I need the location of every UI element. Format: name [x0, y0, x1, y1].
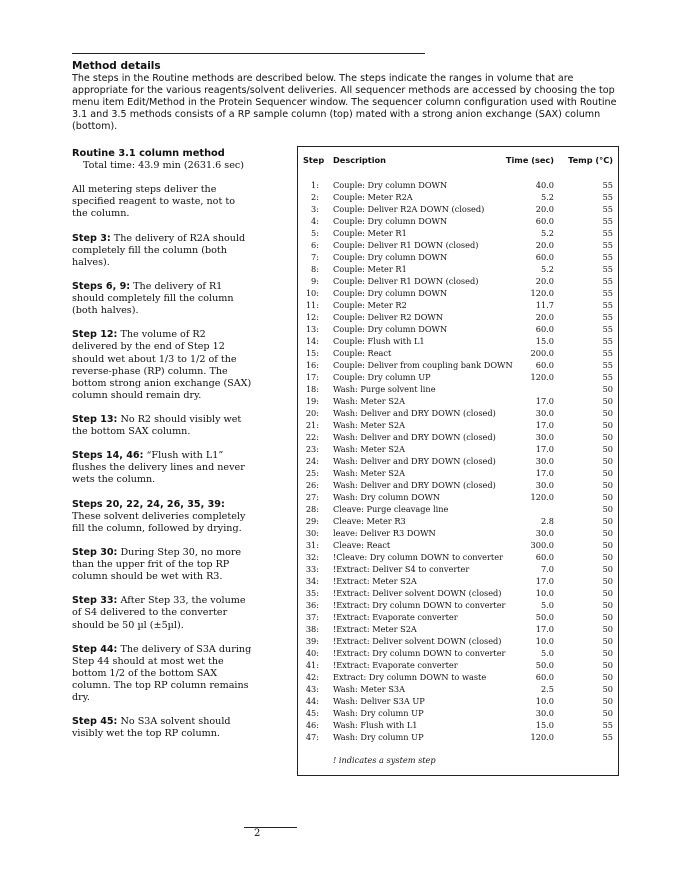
- row-description: Couple: Dry column DOWN: [333, 252, 448, 262]
- table-row: [298, 527, 618, 539]
- row-time: 2.8: [540, 516, 554, 526]
- row-time: 15.0: [535, 720, 554, 730]
- step-note: [72, 595, 252, 631]
- table-row: [298, 563, 618, 575]
- table-header: [298, 155, 618, 169]
- header-step: Step: [303, 155, 325, 165]
- row-time: 40.0: [535, 180, 554, 190]
- row-description: Wash: Meter S2A: [333, 444, 406, 454]
- row-step: 29:: [305, 516, 319, 526]
- table-row: [298, 323, 618, 335]
- row-temp: 50: [602, 468, 613, 478]
- method-table: [297, 146, 619, 776]
- row-step: 43:: [305, 684, 319, 694]
- row-step: 20:: [305, 408, 319, 418]
- row-step: 17:: [305, 372, 319, 382]
- row-temp: 55: [602, 324, 613, 334]
- row-step: 37:: [305, 612, 319, 622]
- section-heading: Method details: [72, 60, 161, 72]
- row-description: Cleave: React: [333, 540, 391, 550]
- row-description: Wash: Deliver S3A UP: [333, 696, 425, 706]
- step-note-text: The delivery of R1 should completely fill the column (both halves).: [72, 280, 234, 317]
- row-temp: 55: [602, 216, 613, 226]
- row-temp: 50: [602, 648, 613, 658]
- table-row: [298, 587, 618, 599]
- step-note: [72, 450, 252, 486]
- table-row: [298, 467, 618, 479]
- row-temp: 50: [602, 708, 613, 718]
- row-temp: 55: [602, 348, 613, 358]
- step-note-label: Steps 20, 22, 24, 26, 35, 39:: [72, 498, 225, 510]
- row-temp: 50: [602, 516, 613, 526]
- row-step: 3:: [311, 204, 319, 214]
- row-step: 33:: [305, 564, 319, 574]
- row-time: 17.0: [535, 444, 554, 454]
- row-step: 38:: [305, 624, 319, 634]
- row-temp: 50: [602, 480, 613, 490]
- row-step: 11:: [305, 300, 319, 310]
- page-number: 2: [254, 828, 261, 839]
- row-step: 23:: [305, 444, 319, 454]
- table-row: [298, 731, 618, 743]
- row-description: Couple: Deliver R1 DOWN (closed): [333, 240, 479, 250]
- row-description: !Extract: Dry column DOWN to converter: [333, 600, 506, 610]
- row-temp: 55: [602, 336, 613, 346]
- row-description: Wash: Deliver and DRY DOWN (closed): [333, 480, 496, 490]
- row-step: 39:: [305, 636, 319, 646]
- row-step: 25:: [305, 468, 319, 478]
- row-description: Couple: Dry column DOWN: [333, 180, 448, 190]
- row-time: 50.0: [535, 612, 554, 622]
- row-step: 16:: [305, 360, 319, 370]
- row-description: Couple: Deliver R2A DOWN (closed): [333, 204, 485, 214]
- notes-column: [72, 148, 252, 753]
- row-description: Wash: Meter S2A: [333, 468, 406, 478]
- row-time: 10.0: [535, 588, 554, 598]
- row-step: 6:: [311, 240, 319, 250]
- table-row: [298, 419, 618, 431]
- step-note: [72, 414, 252, 438]
- row-description: Couple: Meter R2A: [333, 192, 413, 202]
- row-step: 19:: [305, 396, 319, 406]
- row-time: 300.0: [530, 540, 554, 550]
- table-row: [298, 659, 618, 671]
- row-step: 21:: [305, 420, 319, 430]
- table-row: [298, 611, 618, 623]
- row-step: 2:: [311, 192, 319, 202]
- row-step: 47:: [305, 732, 319, 742]
- total-time: Total time: 43.9 min (2631.6 sec): [83, 160, 244, 172]
- row-time: 50.0: [535, 660, 554, 670]
- row-step: 10:: [305, 288, 319, 298]
- row-description: Couple: Deliver from coupling bank DOWN: [333, 360, 513, 370]
- row-temp: 55: [602, 252, 613, 262]
- row-step: 26:: [305, 480, 319, 490]
- row-step: 28:: [305, 504, 319, 514]
- step-note-text: During Step 30, no more than the upper frit of the top RP column should be wet with R3.: [72, 547, 242, 583]
- step-note-text: No S3A solvent should visibly wet the top RP column.: [72, 716, 231, 740]
- step-note: [72, 281, 252, 317]
- step-note-text: The delivery of R2A should completely fill the column (both halves).: [72, 232, 246, 268]
- row-description: Extract: Dry column DOWN to waste: [333, 672, 487, 682]
- row-time: 30.0: [535, 480, 554, 490]
- step-note: [72, 716, 252, 740]
- step-notes: [72, 233, 252, 741]
- row-description: Wash: Deliver and DRY DOWN (closed): [333, 456, 496, 466]
- step-note: [72, 547, 252, 583]
- table-row: [298, 515, 618, 527]
- table-row: [298, 647, 618, 659]
- row-temp: 55: [602, 312, 613, 322]
- row-description: Couple: React: [333, 348, 392, 358]
- row-temp: 55: [602, 372, 613, 382]
- table-row: [298, 371, 618, 383]
- row-time: 60.0: [535, 552, 554, 562]
- metering-note: All metering steps deliver the specified reagent to waste, not to the column.: [72, 184, 235, 220]
- table-row: [298, 359, 618, 371]
- step-note-label: Step 3:: [72, 232, 111, 244]
- row-temp: 55: [602, 288, 613, 298]
- step-note-label: Steps 14, 46:: [72, 450, 144, 462]
- row-temp: 50: [602, 420, 613, 430]
- table-row: [298, 347, 618, 359]
- row-step: 4:: [311, 216, 319, 226]
- row-time: 20.0: [535, 240, 554, 250]
- table-row: [298, 539, 618, 551]
- row-step: 42:: [305, 672, 319, 682]
- header-temp: Temp (°C): [568, 155, 613, 165]
- row-temp: 50: [602, 504, 613, 514]
- table-row: [298, 719, 618, 731]
- row-time: 60.0: [535, 252, 554, 262]
- row-time: 30.0: [535, 408, 554, 418]
- step-note-text: “Flush with L1” flushes the delivery lines and never wets the column.: [72, 450, 245, 486]
- row-time: 17.0: [535, 420, 554, 430]
- row-temp: 50: [602, 684, 613, 694]
- row-step: 30:: [305, 528, 319, 538]
- table-footnote: ! indicates a system step: [333, 755, 436, 765]
- row-description: !Extract: Dry column DOWN to converter: [333, 648, 506, 658]
- row-description: !Extract: Deliver S4 to converter: [333, 564, 470, 574]
- table-row: [298, 227, 618, 239]
- row-time: 17.0: [535, 396, 554, 406]
- row-description: Wash: Meter S2A: [333, 396, 406, 406]
- row-time: 5.2: [540, 264, 554, 274]
- row-temp: 50: [602, 456, 613, 466]
- row-temp: 50: [602, 564, 613, 574]
- row-description: Cleave: Meter R3: [333, 516, 406, 526]
- row-step: 44:: [305, 696, 319, 706]
- table-row: [298, 443, 618, 455]
- step-note-text: After Step 33, the volume of S4 delivered to the converter should be 50 µl (±5µl).: [72, 595, 246, 631]
- row-time: 30.0: [535, 528, 554, 538]
- step-note: [72, 329, 252, 402]
- row-step: 31:: [305, 540, 319, 550]
- table-row: [298, 575, 618, 587]
- row-description: Couple: Meter R1: [333, 228, 407, 238]
- step-note: [72, 644, 252, 704]
- row-temp: 55: [602, 276, 613, 286]
- row-description: !Cleave: Dry column DOWN to converter: [333, 552, 503, 562]
- step-note-label: Step 33:: [72, 595, 118, 607]
- row-description: !Extract: Evaporate converter: [333, 612, 458, 622]
- row-temp: 55: [602, 360, 613, 370]
- row-time: 5.2: [540, 192, 554, 202]
- row-description: Couple: Meter R2: [333, 300, 407, 310]
- row-description: Couple: Deliver R1 DOWN (closed): [333, 276, 479, 286]
- row-temp: 50: [602, 492, 613, 502]
- header-time: Time (sec): [505, 155, 554, 165]
- row-temp: 50: [602, 576, 613, 586]
- table-row: [298, 335, 618, 347]
- row-time: 60.0: [535, 672, 554, 682]
- row-time: 30.0: [535, 708, 554, 718]
- table-row: [298, 683, 618, 695]
- row-temp: 55: [602, 720, 613, 730]
- row-description: Wash: Deliver and DRY DOWN (closed): [333, 408, 496, 418]
- table-row: [298, 299, 618, 311]
- row-description: Wash: Meter S2A: [333, 420, 406, 430]
- row-time: 5.0: [540, 600, 554, 610]
- table-row: [298, 707, 618, 719]
- row-description: leave: Deliver R3 DOWN: [333, 528, 436, 538]
- row-description: Cleave: Purge cleavage line: [333, 504, 449, 514]
- top-rule: [72, 53, 425, 54]
- row-temp: 50: [602, 540, 613, 550]
- step-note: [72, 499, 252, 535]
- row-step: 8:: [311, 264, 319, 274]
- row-temp: 50: [602, 396, 613, 406]
- table-row: [298, 215, 618, 227]
- table-row: [298, 635, 618, 647]
- table-row: [298, 503, 618, 515]
- row-temp: 55: [602, 204, 613, 214]
- step-note-label: Step 12:: [72, 329, 118, 341]
- row-description: !Extract: Deliver solvent DOWN (closed): [333, 636, 502, 646]
- step-note-label: Step 45:: [72, 716, 118, 728]
- row-temp: 50: [602, 672, 613, 682]
- table-row: [298, 395, 618, 407]
- row-time: 5.2: [540, 228, 554, 238]
- row-time: 17.0: [535, 468, 554, 478]
- row-temp: 55: [602, 228, 613, 238]
- row-step: 18:: [305, 384, 319, 394]
- row-description: Wash: Dry column DOWN: [333, 492, 441, 502]
- row-temp: 55: [602, 240, 613, 250]
- row-description: Couple: Dry column DOWN: [333, 216, 448, 226]
- row-description: Couple: Flush with L1: [333, 336, 425, 346]
- table-row: [298, 551, 618, 563]
- row-time: 200.0: [530, 348, 554, 358]
- row-temp: 50: [602, 660, 613, 670]
- row-description: Wash: Meter S3A: [333, 684, 406, 694]
- row-step: 27:: [305, 492, 319, 502]
- row-time: 5.0: [540, 648, 554, 658]
- row-description: Couple: Dry column UP: [333, 372, 431, 382]
- step-note-text: The delivery of S3A during Step 44 should at most wet the bottom 1/2 of the bottom SAX column. The top RP column remains dry.: [72, 643, 252, 704]
- row-temp: 50: [602, 588, 613, 598]
- table-row: [298, 203, 618, 215]
- row-time: 10.0: [535, 636, 554, 646]
- row-description: Couple: Deliver R2 DOWN: [333, 312, 443, 322]
- row-temp: 50: [602, 528, 613, 538]
- row-step: 14:: [305, 336, 319, 346]
- row-step: 24:: [305, 456, 319, 466]
- row-description: !Extract: Meter S2A: [333, 624, 417, 634]
- row-temp: 50: [602, 636, 613, 646]
- table-row: [298, 251, 618, 263]
- step-note: [72, 233, 252, 269]
- row-temp: 55: [602, 300, 613, 310]
- table-row: [298, 191, 618, 203]
- row-temp: 50: [602, 624, 613, 634]
- step-note-label: Steps 6, 9:: [72, 280, 131, 292]
- row-time: 30.0: [535, 432, 554, 442]
- row-step: 7:: [311, 252, 319, 262]
- row-step: 15:: [305, 348, 319, 358]
- table-row: [298, 431, 618, 443]
- table-row: [298, 287, 618, 299]
- row-description: Wash: Dry column UP: [333, 708, 424, 718]
- step-note-label: Step 44:: [72, 643, 118, 655]
- row-step: 40:: [305, 648, 319, 658]
- row-temp: 50: [602, 600, 613, 610]
- row-step: 36:: [305, 600, 319, 610]
- row-step: 45:: [305, 708, 319, 718]
- table-row: [298, 311, 618, 323]
- row-step: 32:: [305, 552, 319, 562]
- table-row: [298, 275, 618, 287]
- step-note-text: These solvent deliveries completely fill the column, followed by drying.: [72, 510, 246, 534]
- row-time: 15.0: [535, 336, 554, 346]
- table-row: [298, 671, 618, 683]
- step-note-text: No R2 should visibly wet the bottom SAX column.: [72, 413, 242, 438]
- row-step: 1:: [311, 180, 319, 190]
- row-time: 120.0: [530, 372, 554, 382]
- row-temp: 50: [602, 612, 613, 622]
- step-note-label: Step 13:: [72, 413, 118, 425]
- row-time: 120.0: [530, 492, 554, 502]
- row-description: Couple: Meter R1: [333, 264, 407, 274]
- row-time: 30.0: [535, 456, 554, 466]
- table-row: [298, 383, 618, 395]
- row-time: 17.0: [535, 624, 554, 634]
- row-time: 20.0: [535, 204, 554, 214]
- table-row: [298, 599, 618, 611]
- row-temp: 50: [602, 444, 613, 454]
- intro-paragraph: The steps in the Routine methods are described below. The steps indicate the ranges in volume that are appropriate for the various reagents/solvent deliveries. All sequencer methods are accessed by choosing the top menu item Edit/Method in the Protein Sequencer window. The sequencer column configuration used with Routine 3.1 and 3.5 methods consists of a RP sample column (top) mated with a strong anion exchange (SAX) column (bottom).: [72, 73, 617, 132]
- row-temp: 55: [602, 180, 613, 190]
- step-note-label: Step 30:: [72, 547, 118, 558]
- row-time: 20.0: [535, 276, 554, 286]
- row-description: Wash: Deliver and DRY DOWN (closed): [333, 432, 496, 442]
- method-title: Routine 3.1 column method: [72, 148, 225, 159]
- row-temp: 50: [602, 432, 613, 442]
- row-temp: 50: [602, 552, 613, 562]
- row-time: 60.0: [535, 324, 554, 334]
- step-note-text: The volume of R2 delivered by the end of Step 12 should wet about 1/3 to 1/2 of the reverse-phase (RP) column. The bottom strong anion exchange (SAX) column should remain dry.: [72, 329, 252, 401]
- table-row: [298, 263, 618, 275]
- row-description: !Extract: Deliver solvent DOWN (closed): [333, 588, 502, 598]
- row-description: Wash: Purge solvent line: [333, 384, 436, 394]
- row-temp: 55: [602, 264, 613, 274]
- table-row: [298, 491, 618, 503]
- row-time: 20.0: [535, 312, 554, 322]
- row-description: Wash: Dry column UP: [333, 732, 424, 742]
- row-time: 120.0: [530, 732, 554, 742]
- table-row: [298, 407, 618, 419]
- row-step: 13:: [305, 324, 319, 334]
- row-temp: 50: [602, 384, 613, 394]
- row-step: 46:: [305, 720, 319, 730]
- row-description: !Extract: Evaporate converter: [333, 660, 458, 670]
- row-time: 10.0: [535, 696, 554, 706]
- table-row: [298, 695, 618, 707]
- row-step: 34:: [305, 576, 319, 586]
- row-time: 60.0: [535, 360, 554, 370]
- table-row: [298, 623, 618, 635]
- row-step: 9:: [311, 276, 319, 286]
- row-time: 11.7: [535, 300, 554, 310]
- row-temp: 55: [602, 732, 613, 742]
- footer-rule: [244, 827, 297, 828]
- row-temp: 55: [602, 192, 613, 202]
- row-time: 7.0: [540, 564, 554, 574]
- row-temp: 50: [602, 408, 613, 418]
- row-description: Wash: Flush with L1: [333, 720, 418, 730]
- row-description: Couple: Dry column DOWN: [333, 324, 448, 334]
- row-description: !Extract: Meter S2A: [333, 576, 417, 586]
- row-step: 22:: [305, 432, 319, 442]
- table-body: [298, 179, 618, 743]
- row-description: Couple: Dry column DOWN: [333, 288, 448, 298]
- row-temp: 50: [602, 696, 613, 706]
- row-time: 60.0: [535, 216, 554, 226]
- row-step: 41:: [305, 660, 319, 670]
- table-row: [298, 179, 618, 191]
- table-row: [298, 239, 618, 251]
- row-step: 35:: [305, 588, 319, 598]
- row-time: 2.5: [540, 684, 554, 694]
- row-step: 12:: [305, 312, 319, 322]
- table-row: [298, 479, 618, 491]
- row-time: 17.0: [535, 576, 554, 586]
- table-row: [298, 455, 618, 467]
- row-step: 5:: [311, 228, 319, 238]
- row-time: 120.0: [530, 288, 554, 298]
- header-description: Description: [333, 155, 386, 165]
